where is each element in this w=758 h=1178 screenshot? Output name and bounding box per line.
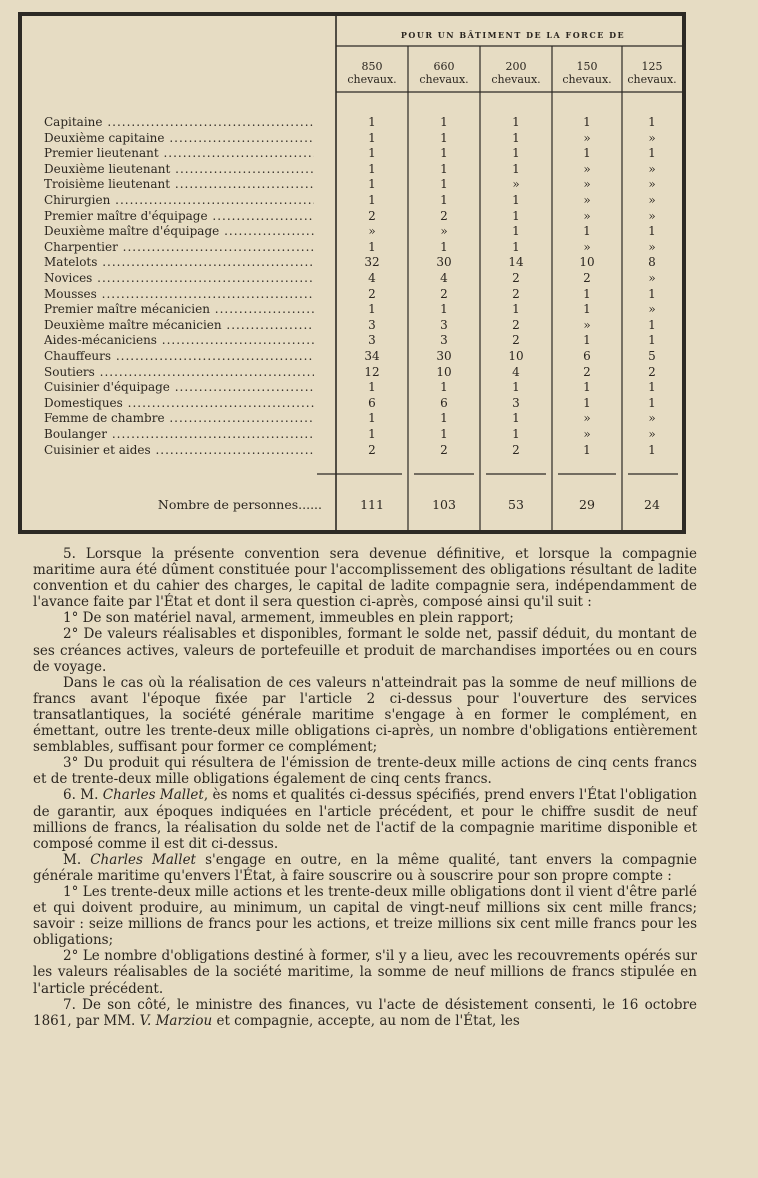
table-cell: 6 <box>368 395 376 410</box>
table-cell: 1 <box>440 427 448 441</box>
row-label: Deuxième maître d'équipage ..... <box>44 224 314 239</box>
row-label: Charpentier ..... <box>44 240 314 255</box>
table-cell: 1 <box>440 193 448 207</box>
row-label: Capitaine ..... <box>44 115 314 130</box>
paragraph-5-item-2: 2° De valeurs réalisables et disponibles, formant le solde net, passif déduit, du montant de ses créances actives, valeurs de portefeuille et produit de marchandises importées ou en cours de voyage. <box>33 626 697 675</box>
table-cell: 1 <box>368 161 376 176</box>
table-cell: 1 <box>368 427 376 441</box>
total-cell: 103 <box>432 497 456 512</box>
paragraph-6 <box>33 787 697 851</box>
table-cell: 30 <box>436 349 452 363</box>
table-cell: » <box>583 130 591 145</box>
table-cell: » <box>648 271 656 285</box>
table-cell: 1 <box>512 193 520 207</box>
paragraph-5-item-3: 3° Du produit qui résultera de l'émission de trente-deux mille actions de cinq cents francs et de trente-deux mille obligations également de cinq cents francs. <box>33 755 697 788</box>
paragraph-5: 5. Lorsque la présente convention sera devenue définitive, et lorsque la compagnie maritime aura été dûment constituée pour l'accomplissement des obligations résultant de ladite convention et du cahier des charges, le capital de ladite compagnie sera, indépendamment de l'avance faite par l'État et dont il sera question ci-après, composé ainsi qu'il suit : <box>33 546 697 611</box>
table-cell: » <box>583 193 591 207</box>
table-cell: 1 <box>368 193 376 207</box>
table-cell: 1 <box>512 411 520 426</box>
table-cell: » <box>583 161 591 176</box>
table-cell: 2 <box>368 286 376 301</box>
table-cell: 1 <box>368 239 376 254</box>
row-label: Deuxième capitaine ..... <box>44 131 314 146</box>
table-cell: 1 <box>648 146 656 161</box>
table-cell: 1 <box>368 380 376 395</box>
row-label: Chauffeurs ..... <box>44 349 314 364</box>
table-cell: » <box>583 177 591 192</box>
table-cell: 1 <box>440 302 448 317</box>
column-unit: chevaux. <box>562 73 612 86</box>
table-cell: 1 <box>583 302 591 317</box>
crew-table <box>18 12 686 534</box>
table-cell: 1 <box>512 302 520 317</box>
table-cell: 1 <box>648 380 656 395</box>
table-cell: 1 <box>583 333 591 348</box>
table-cell: 3 <box>368 333 376 348</box>
row-label: Cuisinier d'équipage ..... <box>44 380 314 395</box>
column-power: 660 <box>433 60 455 73</box>
table-cell: 1 <box>440 161 448 176</box>
table-cell: 1 <box>368 411 376 426</box>
paragraph-7-text-end: et compagnie, accepte, au nom de l'État, les <box>212 1012 520 1029</box>
table-cell: » <box>583 317 591 332</box>
table-cell: 1 <box>512 130 520 145</box>
table-cell: » <box>648 208 656 223</box>
table-cell: 5 <box>648 349 656 363</box>
row-label: Chirurgien ..... <box>44 193 314 208</box>
table-cell: 1 <box>583 395 591 410</box>
column-power: 125 <box>641 60 663 73</box>
table-cell: » <box>648 177 656 192</box>
table-cell: 2 <box>512 271 520 285</box>
table-cell: » <box>648 130 656 145</box>
table-cell: 1 <box>368 146 376 161</box>
table-cell: 3 <box>368 317 376 332</box>
paragraph-7-text: 7. De son côté, le ministre des finances, vu l'acte de désistement consenti, le 16 octobre 1861, par MM. <box>33 996 697 1029</box>
column-header <box>408 60 480 86</box>
table-cell: 1 <box>648 333 656 348</box>
row-label: Boulanger ..... <box>44 427 314 442</box>
table-cell: » <box>648 411 656 426</box>
row-label: Deuxième maître mécanicien ..... <box>44 318 314 333</box>
table-cell: 12 <box>364 364 380 379</box>
paragraph-6-item-1: 1° Les trente-deux mille actions et les trente-deux mille obligations dont il vient d'être parlé et qui doivent produire, au minimum, un capital de vingt-neuf millions six cent mille francs; savoir : seize millions de francs pour les actions, et treize millions six cent mille francs pour les obligations; <box>33 883 697 949</box>
paragraph-6-m: M. <box>63 851 82 868</box>
paragraph-6-number: 6. M. <box>63 787 99 804</box>
table-cell: 30 <box>436 255 452 270</box>
company-name: V. Marziou <box>139 1012 213 1029</box>
row-label: Troisième lieutenant ..... <box>44 177 314 192</box>
table-cell: » <box>583 427 591 441</box>
table-cell: 2 <box>648 364 656 379</box>
table-cell: 14 <box>508 255 524 270</box>
table-cell: 1 <box>368 130 376 145</box>
table-cell: 1 <box>440 239 448 254</box>
table-cell: » <box>368 224 376 239</box>
table-cell: 1 <box>368 302 376 317</box>
table-cell: 1 <box>440 380 448 395</box>
table-cell: 1 <box>440 177 448 192</box>
row-label: Matelots ..... <box>44 255 314 270</box>
row-label: Premier maître mécanicien ..... <box>44 302 314 317</box>
row-label: Soutiers ..... <box>44 365 314 380</box>
table-cell: » <box>512 177 520 192</box>
table-cell: 1 <box>583 115 591 129</box>
table-cell: » <box>440 224 448 239</box>
table-cell: 1 <box>648 115 656 129</box>
table-cell: 1 <box>583 224 591 239</box>
table-cell: 1 <box>368 115 376 129</box>
table-cell: » <box>583 411 591 426</box>
table-cell: 2 <box>440 286 448 301</box>
column-header <box>552 60 622 86</box>
column-header <box>480 60 552 86</box>
table-cell: 6 <box>583 349 591 363</box>
table-cell: 1 <box>583 286 591 301</box>
table-cell: 6 <box>440 395 448 410</box>
total-cell: 29 <box>579 497 595 512</box>
paragraph-6-second <box>33 852 697 884</box>
table-cell: 2 <box>368 208 376 223</box>
table-cell: 2 <box>512 317 520 332</box>
paragraph-5-case: Dans le cas où la réalisation de ces valeurs n'atteindrait pas la somme de neuf millions de francs avant l'époque fixée par l'article 2 ci-dessus pour l'ouverture des services transatlantiques, la société générale maritime s'engage à en former le complément, en émettant, outre les trente-deux mille obligations ci-après, un nombre d'obligations entièrement semblables, suffisant pour former ce complément; <box>33 674 697 756</box>
table-cell: 2 <box>583 364 591 379</box>
row-label: Premier lieutenant ..... <box>44 146 314 161</box>
table-cell: 10 <box>436 364 452 379</box>
table-cell: » <box>648 427 656 441</box>
table-cell: 1 <box>648 442 656 457</box>
column-power: 150 <box>576 60 598 73</box>
row-label: Femme de chambre ..... <box>44 411 314 426</box>
table-cell: 2 <box>512 333 520 348</box>
table-cell: 3 <box>440 317 448 332</box>
table-cell: 1 <box>440 146 448 161</box>
table-cell: 1 <box>648 317 656 332</box>
column-unit: chevaux. <box>419 73 469 86</box>
table-cell: 1 <box>440 411 448 426</box>
paragraph-7 <box>33 997 697 1029</box>
person-name: Charles Mallet <box>102 787 204 804</box>
table-cell: 3 <box>512 395 520 410</box>
table-cell: » <box>648 302 656 317</box>
column-header <box>622 60 682 86</box>
table-cell: 1 <box>512 239 520 254</box>
table-cell: 2 <box>512 442 520 457</box>
table-cell: » <box>648 193 656 207</box>
row-label: Premier maître d'équipage ..... <box>44 209 314 224</box>
total-label: Nombre de personnes...... <box>157 497 322 512</box>
column-unit: chevaux. <box>347 73 397 86</box>
article-text <box>33 546 697 1029</box>
table-cell: 1 <box>512 208 520 223</box>
table-cell: 2 <box>440 208 448 223</box>
row-label: Aides-mécaniciens ..... <box>44 333 314 348</box>
table-cell: 1 <box>512 224 520 239</box>
column-unit: chevaux. <box>627 73 677 86</box>
paragraph-5-item-1: 1° De son matériel naval, armement, immeubles en plein rapport; <box>63 610 514 627</box>
table-cell: 1 <box>648 395 656 410</box>
table-cell: 10 <box>579 255 595 270</box>
table-cell: 2 <box>368 442 376 457</box>
total-cell: 24 <box>644 497 660 512</box>
table-cell: 2 <box>583 271 591 285</box>
table-cell: 34 <box>364 349 380 363</box>
table-cell: 1 <box>648 224 656 239</box>
table-cell: 1 <box>440 130 448 145</box>
table-cell: » <box>583 239 591 254</box>
table-cell: 1 <box>512 380 520 395</box>
table-cell: 1 <box>583 146 591 161</box>
table-cell: 1 <box>512 115 520 129</box>
row-label: Mousses ..... <box>44 287 314 302</box>
table-cell: 1 <box>512 146 520 161</box>
table-cell: » <box>583 208 591 223</box>
table-cell: 1 <box>583 380 591 395</box>
column-header <box>336 60 408 86</box>
table-cell: 10 <box>508 349 524 363</box>
paragraph-6-text: , ès noms et qualités ci-dessus spécifiés, prend envers l'État l'obligation de garantir, aux époques indiquées en l'article précédent, et pour le chiffre susdit de neuf millions de francs, la réalisation du solde net de l'actif de la compagnie maritime disponible et composé comme il est dit ci-dessus. <box>33 787 697 852</box>
table-cell: 1 <box>512 427 520 441</box>
row-label: Cuisinier et aides ..... <box>44 443 314 458</box>
table-cell: 1 <box>512 161 520 176</box>
table-cell: » <box>648 239 656 254</box>
total-cell: 53 <box>508 497 524 512</box>
column-power: 850 <box>361 60 383 73</box>
table-cell: 4 <box>440 271 448 285</box>
table-cell: 4 <box>368 271 376 285</box>
paragraph-6-second-text: s'engage en outre, en la même qualité, tant envers la compagnie générale maritime qu'envers l'État, à faire souscrire ou à souscrire pour son propre compte : <box>33 851 697 884</box>
row-label: Domestiques ..... <box>44 396 314 411</box>
table-cell: 8 <box>648 255 656 270</box>
table-cell: 1 <box>583 442 591 457</box>
table-cell: 1 <box>368 177 376 192</box>
person-name: Charles Mallet <box>90 851 196 868</box>
paragraph-6-item-2: 2° Le nombre d'obligations destiné à former, s'il y a lieu, avec les recouvrements opérés sur les valeurs réalisables de la société maritime, la somme de neuf millions de francs stipulée en l'article précédent. <box>33 948 697 997</box>
table-cell: 1 <box>440 115 448 129</box>
table-cell: 1 <box>648 286 656 301</box>
table-cell: » <box>648 161 656 176</box>
row-label: Novices ..... <box>44 271 314 286</box>
table-cell: 2 <box>440 442 448 457</box>
row-label: Deuxième lieutenant ..... <box>44 162 314 177</box>
column-unit: chevaux. <box>491 73 541 86</box>
table-cell: 3 <box>440 333 448 348</box>
table-cell: 32 <box>364 255 380 270</box>
total-cell: 111 <box>360 497 384 512</box>
table-cell: 4 <box>512 364 520 379</box>
table-cell: 2 <box>512 286 520 301</box>
table-heading: POUR UN BÂTIMENT DE LA FORCE DE <box>400 30 626 40</box>
column-power: 200 <box>505 60 527 73</box>
